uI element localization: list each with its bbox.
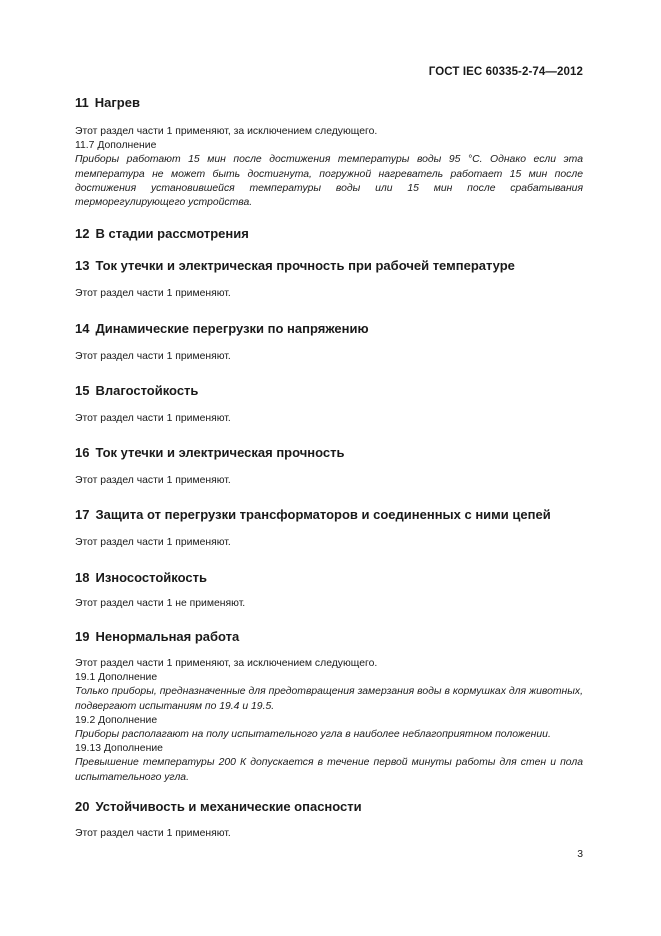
document-code: ГОСТ IEC 60335-2-74—2012 — [428, 66, 583, 78]
section-text: Этот раздел части 1 применяют. — [75, 413, 231, 424]
section-16 — [75, 445, 583, 488]
section-13 — [75, 258, 583, 301]
section-14 — [75, 321, 583, 364]
section-text: Этот раздел части 1 не применяют. — [75, 598, 246, 609]
subclause-text: Превышение температуры 200 К допускается в течение первой минуты работы для стен и пола испытательного угла. — [75, 757, 583, 783]
section-12 — [75, 226, 583, 242]
section-11 — [75, 95, 583, 210]
subclause-label: 19.13 Дополнение — [75, 743, 163, 755]
section-heading: 17 Защита от перегрузки трансформаторов и соединенных с ними цепей — [75, 507, 551, 522]
section-text: Этот раздел части 1 применяют, за исключением следующего. — [75, 658, 378, 669]
section-heading: 14 Динамические перегрузки по напряжению — [75, 321, 369, 336]
section-heading: 11 Нагрев — [75, 95, 140, 110]
section-heading: 20 Устойчивость и механические опасности — [75, 799, 362, 814]
page-number: 3 — [577, 849, 583, 860]
section-20 — [75, 799, 583, 841]
section-19 — [75, 629, 583, 785]
section-text: Этот раздел части 1 применяют. — [75, 475, 231, 486]
subclause-label: 19.2 Дополнение — [75, 714, 158, 726]
section-heading: 19 Ненормальная работа — [75, 629, 240, 644]
section-heading: 13 Ток утечки и электрическая прочность при рабочей температуре — [75, 258, 515, 273]
subclause-text: Приборы располагают на полу испытательного угла в наиболее неблагоприятном положении. — [75, 729, 551, 741]
section-text: Этот раздел части 1 применяют, за исключением следующего. — [75, 126, 378, 137]
section-15 — [75, 383, 583, 426]
section-text: Этот раздел части 1 применяют. — [75, 288, 231, 299]
section-18 — [75, 570, 583, 611]
section-heading: 15 Влагостойкость — [75, 383, 199, 398]
section-text: Этот раздел части 1 применяют. — [75, 537, 231, 548]
subclause-label: 11.7 Дополнение — [75, 140, 157, 152]
section-text: Этот раздел части 1 применяют. — [75, 351, 231, 362]
section-17 — [75, 507, 583, 550]
subclause-text: Только приборы, предназначенные для предотвращения замерзания воды в кормушках для животных, подвергают испытаниям по 19.4 и 19.5. — [75, 686, 583, 712]
section-heading: 12 В стадии рассмотрения — [75, 226, 249, 241]
section-heading: 18 Износостойкость — [75, 570, 207, 585]
section-heading: 16 Ток утечки и электрическая прочность — [75, 445, 345, 460]
section-text: Этот раздел части 1 применяют. — [75, 828, 231, 839]
subclause-text: Приборы работают 15 мин после достижения температуры воды 95 °С. Однако если эта температура не может быть достигнута, погружной нагреватель работает 15 мин после достижения установившейся температуры воды или 15 мин после срабатывания терморегулирующего устройства. — [75, 154, 583, 209]
subclause-label: 19.1 Дополнение — [75, 672, 158, 684]
